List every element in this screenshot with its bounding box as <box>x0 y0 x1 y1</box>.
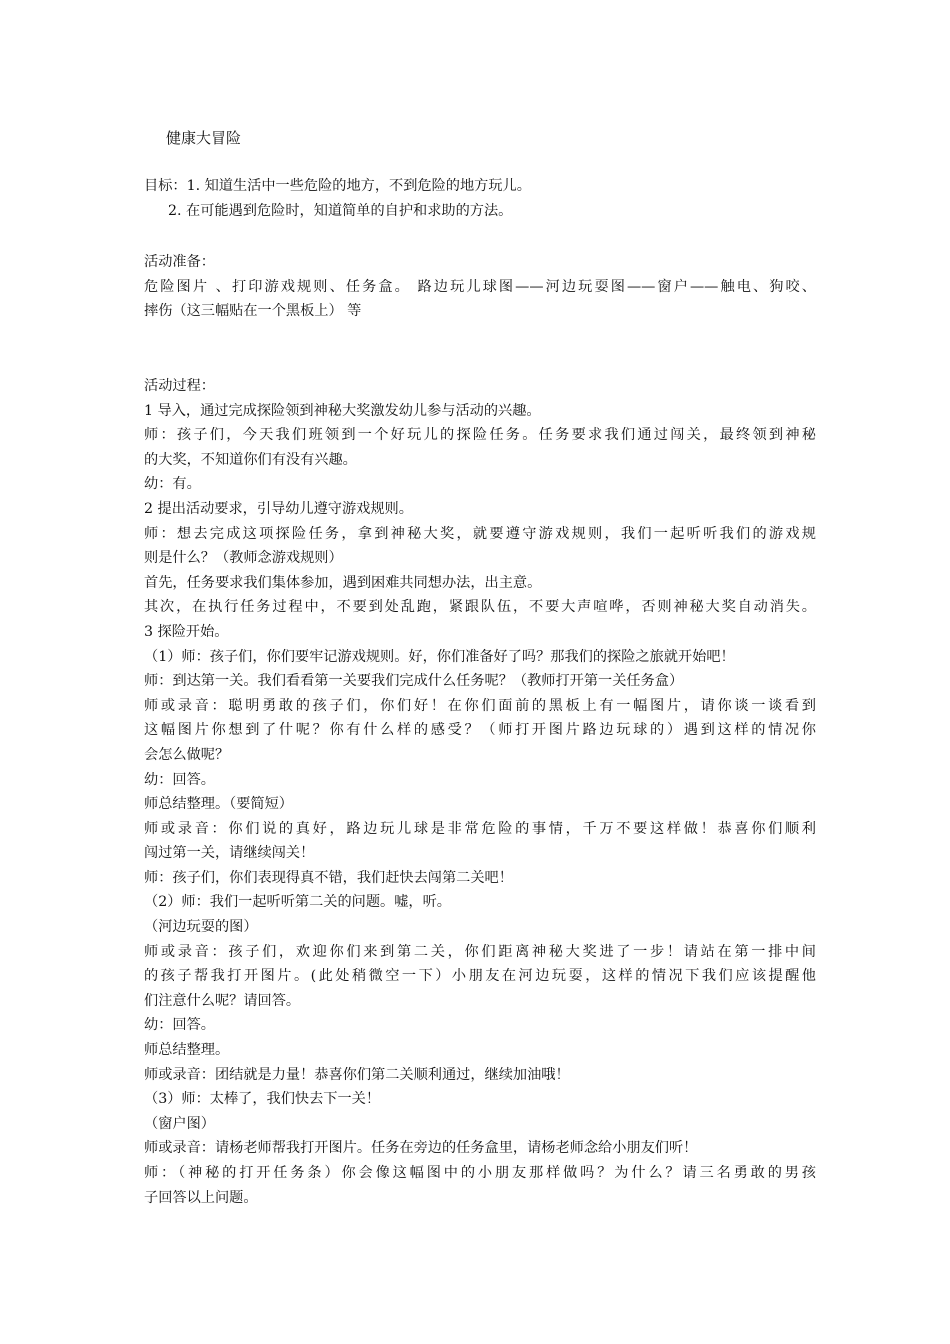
process-line: 幼：回答。 <box>144 1017 215 1034</box>
process-line: 3 探险开始。 <box>144 623 229 640</box>
process-line: 子回答以上问题。 <box>144 1189 258 1206</box>
process-section <box>144 374 816 1210</box>
process-line: 其次，在执行任务过程中，不要到处乱跑，紧跟队伍，不要大声喧哗，否则神秘大奖自动消失。 <box>144 599 816 616</box>
process-line: 2 提出活动要求，引导幼儿遵守游戏规则。 <box>144 500 413 517</box>
process-line: （窗户图） <box>144 1115 215 1132</box>
process-line: 师总结整理。 <box>144 1042 230 1059</box>
process-line: 们注意什么呢？请回答。 <box>144 992 301 1009</box>
process-line: 师或录音：团结就是力量！恭喜你们第二关顺利通过，继续加油哦！ <box>144 1066 570 1083</box>
goals-section <box>144 174 816 223</box>
process-line: （3）师：太棒了，我们快去下一关！ <box>144 1091 381 1108</box>
process-line: 师或录音：你们说的真好，路边玩儿球是非常危险的事情，千万不要这样做！恭喜你们顺利 <box>144 820 816 837</box>
process-line: 师：孩子们，你们表现得真不错，我们赶快去闯第二关吧！ <box>144 869 513 886</box>
preparation-line-1: 危险图片 、打印游戏规则、任务盒。 路边玩儿球图——河边玩耍图——窗户——触电、狗咬、 <box>144 278 816 295</box>
process-line: 师：到达第一关。我们看看第一关要我们完成什么任务呢？（教师打开第一关任务盒） <box>144 673 684 690</box>
process-line: 师或录音：孩子们，欢迎你们来到第二关，你们距离神秘大奖进了一步！请站在第一排中间 <box>144 943 816 960</box>
document-title: 健康大冒险 <box>166 129 242 147</box>
process-line: 1 导入，通过完成探险领到神秘大奖激发幼儿参与活动的兴趣。 <box>144 402 541 419</box>
process-line: 师：孩子们，今天我们班领到一个好玩儿的探险任务。任务要求我们通过闯关，最终领到神秘 <box>144 427 816 444</box>
process-line: （2）师：我们一起听听第二关的问题。嘘，听。 <box>144 894 451 911</box>
preparation-line-2: 摔伤（这三幅贴在一个黑板上） 等 <box>144 303 362 320</box>
process-line: 闯过第一关，请继续闯关！ <box>144 845 315 862</box>
process-line: 会怎么做呢？ <box>144 746 230 763</box>
process-line: 师：想去完成这项探险任务，拿到神秘大奖，就要遵守游戏规则，我们一起听听我们的游戏规 <box>144 525 816 542</box>
preparation-heading: 活动准备： <box>144 254 215 270</box>
goal-line-1: 目标：1. 知道生活中一些危险的地方，不到危险的地方玩儿。 <box>144 178 531 194</box>
process-line: 的大奖，不知道你们有没有兴趣。 <box>144 451 357 468</box>
preparation-section <box>144 250 816 324</box>
process-line: 师总结整理。（要简短） <box>144 796 293 813</box>
goal-line-2: 2. 在可能遇到危险时，知道简单的自护和求助的方法。 <box>168 202 513 219</box>
process-line: 幼：有。 <box>144 476 201 493</box>
process-line: （1）师：孩子们，你们要牢记游戏规则。好，你们准备好了吗？那我们的探险之旅就开始吧！ <box>144 648 735 665</box>
process-line: 则是什么？（教师念游戏规则） <box>144 550 343 567</box>
process-line: 师或录音：聪明勇敢的孩子们，你们好！在你们面前的黑板上有一幅图片，请你谈一谈看到 <box>144 697 816 714</box>
process-line: 首先，任务要求我们集体参加，遇到困难共同想办法，出主意。 <box>144 574 542 591</box>
process-line: 师：（神秘的打开任务条）你会像这幅图中的小朋友那样做吗？为什么？请三名勇敢的男孩 <box>144 1165 816 1181</box>
process-line: 这幅图片你想到了什呢？你有什么样的感受？（师打开图片路边玩球的）遇到这样的情况你 <box>144 722 816 739</box>
process-line: 幼：回答。 <box>144 771 215 788</box>
process-line: （河边玩耍的图） <box>144 919 258 936</box>
process-line: 的孩子帮我打开图片。(此处稍微空一下）小朋友在河边玩耍，这样的情况下我们应该提醒他 <box>144 968 816 985</box>
process-line: 师或录音：请杨老师帮我打开图片。任务在旁边的任务盒里，请杨老师念给小朋友们听！ <box>144 1140 698 1157</box>
process-line: 活动过程： <box>144 378 215 394</box>
